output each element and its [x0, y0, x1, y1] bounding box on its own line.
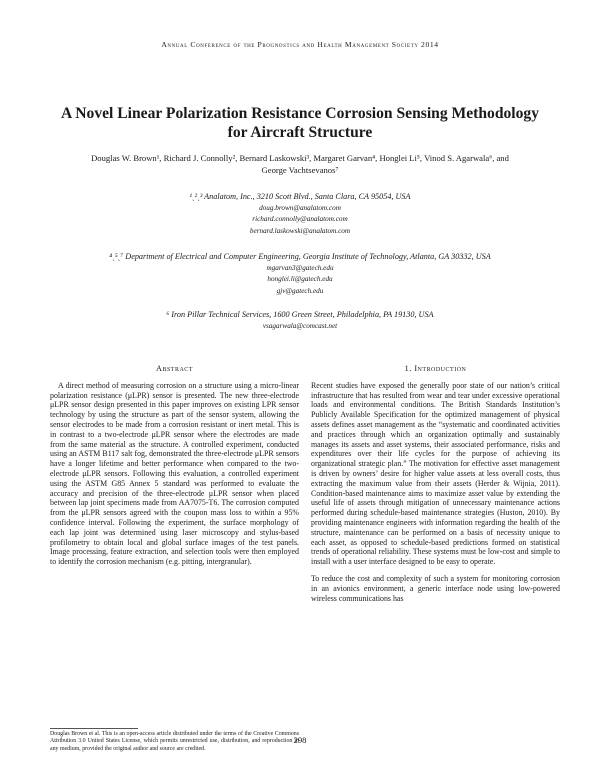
email: honglei.li@gatech.edu	[267, 275, 333, 284]
footnote-rule	[50, 728, 138, 729]
affiliation-line: ¹ˎ²ˎ³ Analatom, Inc., 3210 Scott Blvd., Santa Clara, CA 95054, USA	[189, 192, 411, 201]
email: doug.brown@analatom.com	[259, 203, 341, 212]
abstract-text: A direct method of measuring corrosion on a structure using a micro-linear polarization resistance (μLPR) sensor is presented. The new three-electrode μLPR sensor design presented in this paper improves on existing LPR sensor technology by using the structure as part of the sensor system, allowing the sensor electrodes to be made from a corrosion resistant or inert metal. This is in contrast to a two-electrode μLPR sensor where the electrodes are made from the same material as the structure. A controlled experiment, conducted using an ASTM B117 salt fog, demonstrated the three-electrode μLPR sensors have a longer lifetime and better performance when compared to the two-electrode μLPR sensors. Following this evaluation, a controlled experiment using the ASTM G85 Annex 5 standard was performed to evaluate the accuracy and precision of the three-electrode μLPR sensor when placed between lap joint specimens made from AA7075-T6. The corrosion computed from the μLPR sensors agreed with the coupon mass loss to within a 95% confidence interval. Following the experiment, the surface morphology of each lap joint was determined using laser microscopy and stylus-based profilometry to obtain local and global surface images of the test panels. Image processing, feature extraction, and selection tools were then employed to identify the corrosion mechanism (e.g. pitting, intergranular).	[50, 380, 299, 567]
license-footnote: Douglas Brown et al. This is an open-access article distributed under the terms of the Creative Commons Attribution 3.0 United States License, which permits unrestricted use, distribution, and reproduction in any medium, provided the original author and source are credited.	[50, 731, 299, 752]
affiliation-line: ⁶ Iron Pillar Technical Services, 1600 Green Street, Philadelphia, PA 19130, USA	[166, 310, 434, 319]
abstract-heading: Abstract	[156, 364, 193, 373]
email: richard.connolly@analatom.com	[252, 215, 348, 224]
abstract-column	[50, 364, 299, 567]
running-header: Annual Conference of the Prognostics and Health Management Society 2014	[161, 40, 439, 49]
introduction-paragraph-2: To reduce the cost and complexity of such a system for monitoring corrosion in an avionics environment, a generic interface node using low-powered wireless communications has	[311, 573, 560, 603]
introduction-paragraph-1: Recent studies have exposed the generally poor state of our nation’s critical infrastructure that has resulted from wear and tear under excessive operational loads and environmental conditions. The British Standards Institution’s Publicly Available Specification for the optimized management of physical assets defines asset management as the “systematic and coordinated activities and practices through which an organization optimally and sustainably manages its assets and asset systems, their associated performance, risks and expenditures over their life cycles for the purpose of achieving its organizational strategic plan.” The motivation for effective asset management is driven by owners’ desire for higher value assets at less overall costs, thus extracting the maximum value from their assets (Herder & Wijnia, 2011). Condition-based maintenance aims to maximize asset value by extending the useful life of assets through mitigation of unnecessary maintenance actions performed during schedule-based maintenance strategies (Huston, 2010). By providing maintenance engineers with information regarding the health of the structure, maintenance can be performed on a basis of necessity unique to each asset, as opposed to schedule-based predictions formed on statistical trends of operational reliability. These systems must be low-cost and simple to install with a user interface designed to be easy to operate.	[311, 380, 560, 567]
email: gjv@gatech.edu	[276, 286, 324, 295]
introduction-heading: 1. Introduction	[404, 364, 467, 373]
email: vsagarwala@comcast.net	[262, 321, 338, 330]
affiliation-analatom	[60, 191, 540, 237]
affiliation-iron-pillar	[60, 309, 540, 332]
page-number: 298	[293, 735, 307, 745]
email: mgarvan3@gatech.edu	[266, 263, 334, 272]
email: bernard.laskowski@analatom.com	[249, 226, 351, 235]
title-line-1: A Novel Linear Polarization Resistance Corrosion Sensing Methodology	[60, 105, 540, 122]
authors-line-1: Douglas W. Brown¹, Richard J. Connolly², Bernard Laskowski³, Margaret Garvan⁴, Honglei Li⁵, Vinod S. Agarwala⁶, and	[91, 153, 509, 163]
paper-title	[60, 104, 540, 142]
affiliation-georgia-tech	[60, 251, 540, 297]
title-line-2: for Aircraft Structure	[227, 124, 373, 141]
affiliation-line: ⁴ˎ⁵ˎ⁷ Department of Electrical and Computer Engineering, Georgia Institute of Technology, Atlanta, GA 30332, USA	[109, 252, 491, 261]
author-list	[60, 152, 540, 176]
authors-line-2: George Vachtsevanos⁷	[261, 165, 339, 175]
introduction-column	[311, 364, 560, 603]
